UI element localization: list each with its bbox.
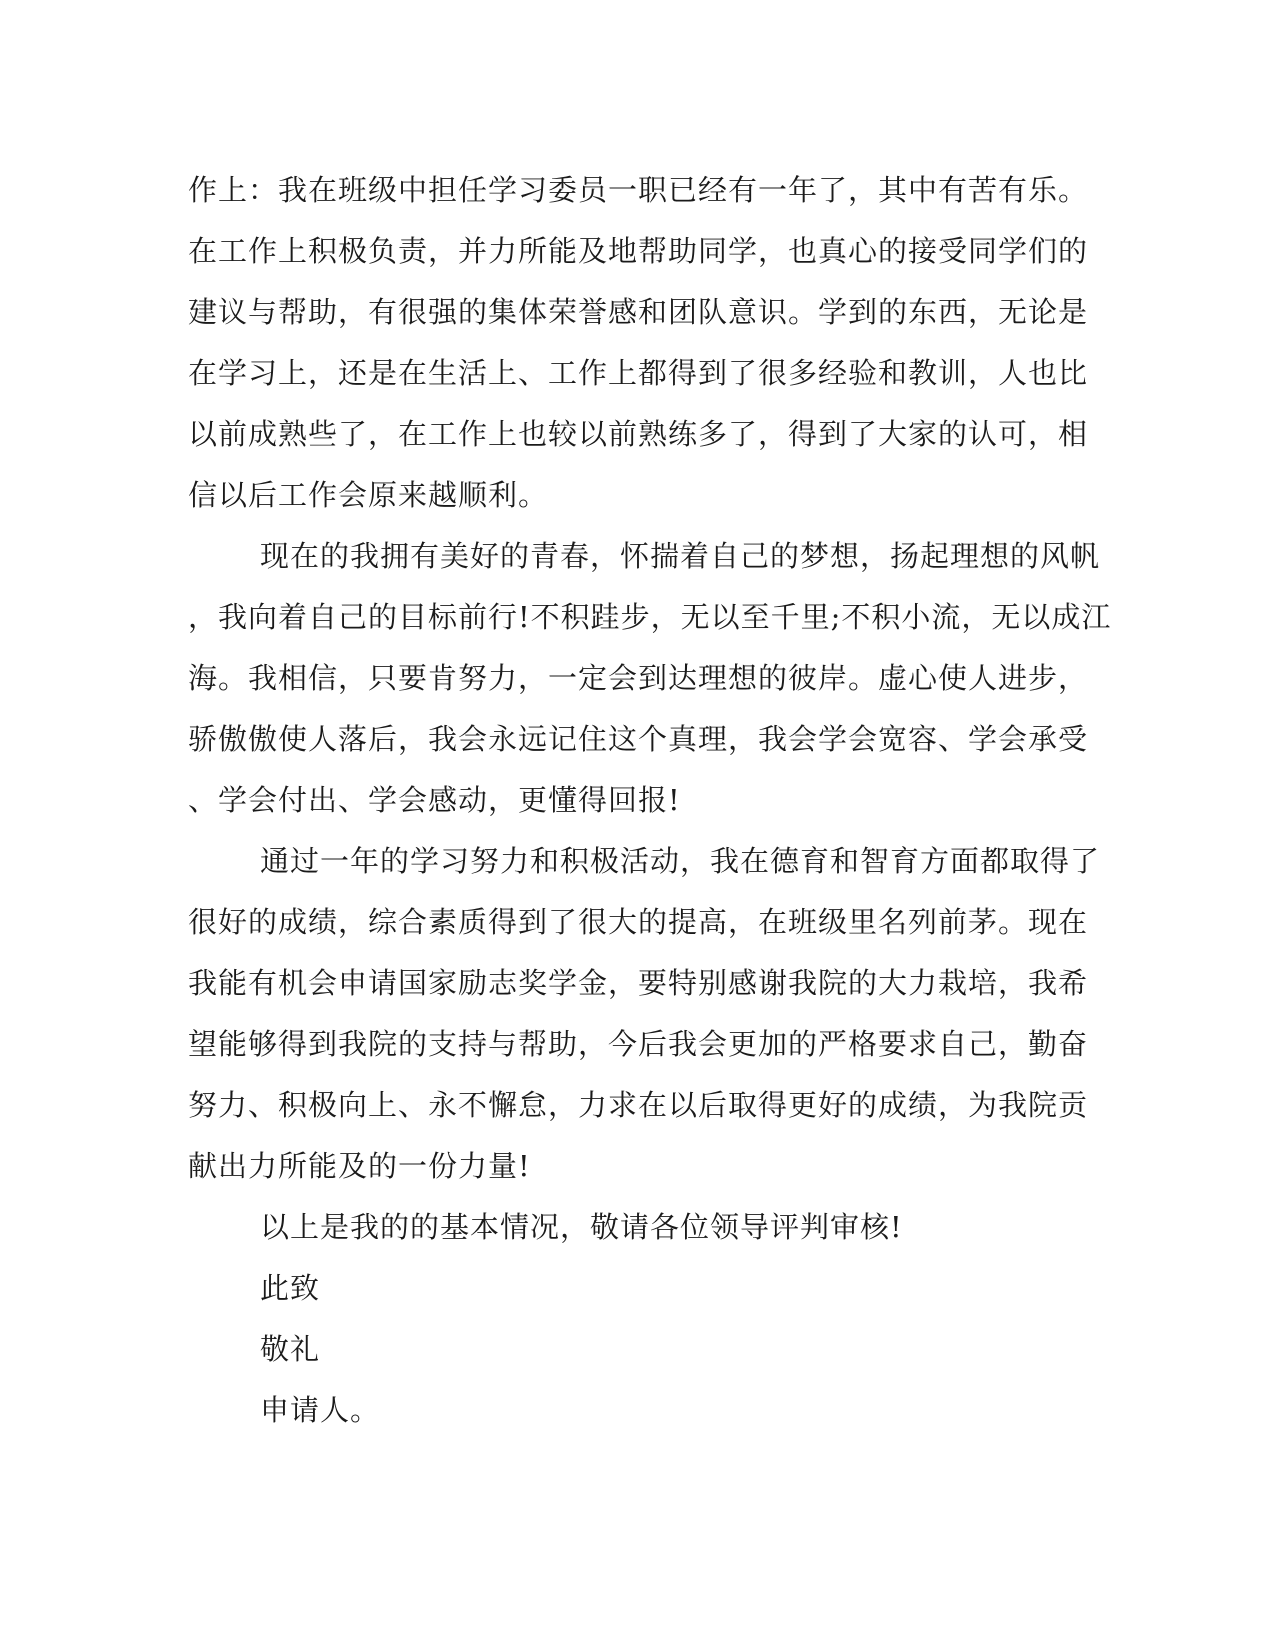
text-line: 现在的我拥有美好的青春，怀揣着自己的梦想，扬起理想的风帆 (260, 539, 1101, 573)
text-line: 敬礼 (260, 1332, 321, 1366)
text-line: 信以后工作会原来越顺利。 (188, 478, 549, 512)
text-line: 在工作上积极负责，并力所能及地帮助同学，也真心的接受同学们的 (188, 234, 1089, 268)
text-line: 望能够得到我院的支持与帮助，今后我会更加的严格要求自己，勤奋 (188, 1027, 1089, 1061)
text-line: 很好的成绩，综合素质得到了很大的提高，在班级里名列前茅。现在 (188, 905, 1089, 939)
text-line: 作上：我在班级中担任学习委员一职已经有一年了，其中有苦有乐。 (188, 173, 1089, 207)
text-line: 、学会付出、学会感动，更懂得回报! (188, 783, 681, 817)
text-line: 申请人。 (260, 1393, 381, 1427)
text-line: 献出力所能及的一份力量! (188, 1149, 531, 1183)
text-line: 建议与帮助，有很强的集体荣誉感和团队意识。学到的东西，无论是 (188, 295, 1089, 329)
text-line: 骄傲傲使人落后，我会永远记住这个真理，我会学会宽容、学会承受 (188, 722, 1089, 756)
text-line: 以上是我的的基本情况，敬请各位领导评判审核! (260, 1210, 903, 1244)
text-line: 海。我相信，只要肯努力，一定会到达理想的彼岸。虚心使人进步， (188, 661, 1089, 695)
text-line: 通过一年的学习努力和积极活动，我在德育和智育方面都取得了 (260, 844, 1101, 878)
text-line: 我能有机会申请国家励志奖学金，要特别感谢我院的大力栽培，我希 (188, 966, 1089, 1000)
text-line: 努力、积极向上、永不懈怠，力求在以后取得更好的成绩，为我院贡 (188, 1088, 1089, 1122)
text-line: 在学习上，还是在生活上、工作上都得到了很多经验和教训，人也比 (188, 356, 1089, 390)
text-line: ，我向着自己的目标前行!不积跬步，无以至千里;不积小流，无以成江 (188, 600, 1112, 634)
text-line: 此致 (260, 1271, 321, 1305)
text-line: 以前成熟些了，在工作上也较以前熟练多了，得到了大家的认可，相 (188, 417, 1089, 451)
document-body (188, 160, 1112, 1441)
